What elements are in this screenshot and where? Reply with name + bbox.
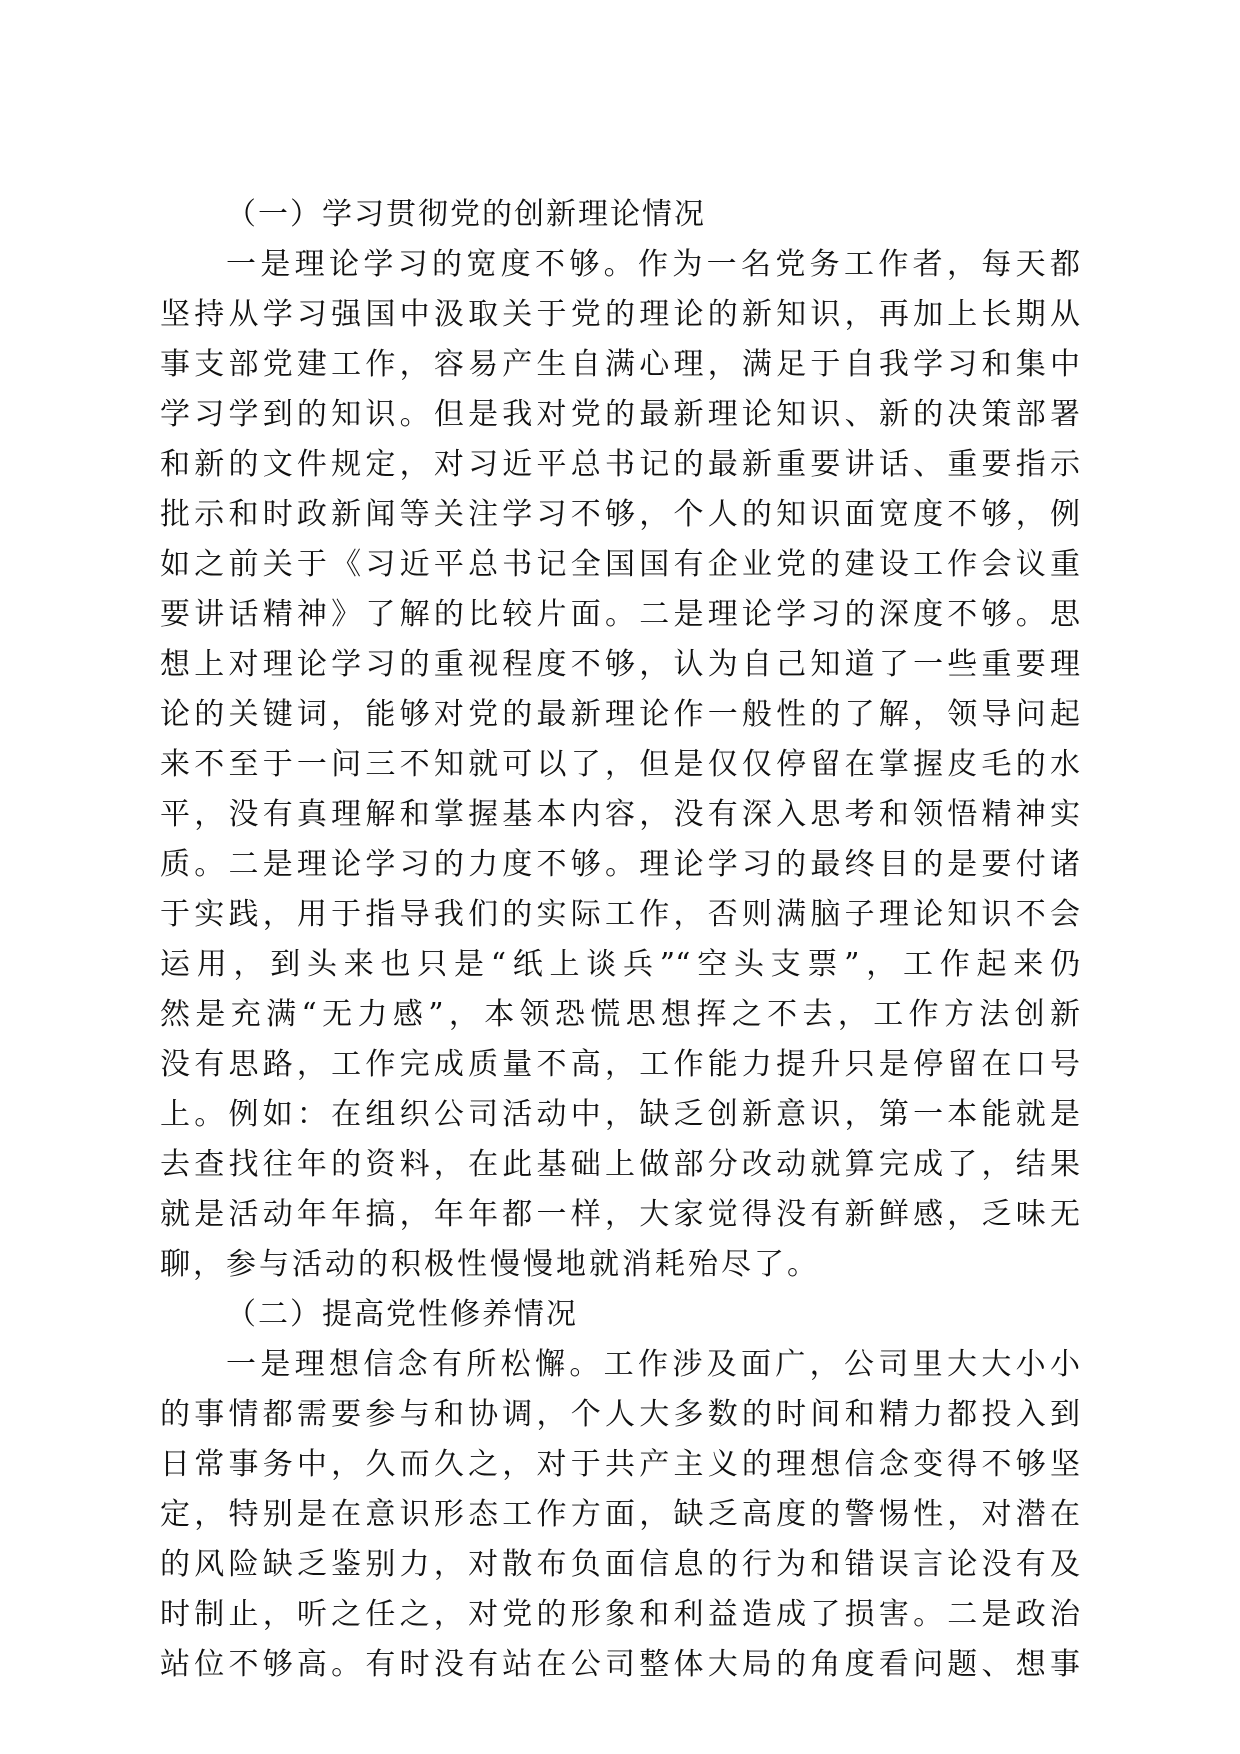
text-line: 质。二是理论学习的力度不够。理论学习的最终目的是要付诸 <box>160 847 1080 882</box>
section-1-paragraph <box>160 240 1080 1290</box>
text-line: 日常事务中，久而久之，对于共产主义的理想信念变得不够坚 <box>160 1447 1080 1482</box>
text-line: 论的关键词，能够对党的最新理论作一般性的了解，领导问起 <box>160 697 1080 732</box>
text-line: 坚持从学习强国中汲取关于党的理论的新知识，再加上长期从 <box>160 297 1080 332</box>
text-line: 学习学到的知识。但是我对党的最新理论知识、新的决策部署 <box>160 397 1080 432</box>
text-line: 一是理论学习的宽度不够。作为一名党务工作者，每天都 <box>226 247 1080 282</box>
text-line: 时制止，听之任之，对党的形象和利益造成了损害。二是政治 <box>160 1597 1080 1632</box>
text-line: 要讲话精神》了解的比较片面。二是理论学习的深度不够。思 <box>160 597 1080 632</box>
text-line: 一是理想信念有所松懈。工作涉及面广，公司里大大小小 <box>226 1347 1080 1382</box>
text-line: 事支部党建工作，容易产生自满心理，满足于自我学习和集中 <box>160 347 1080 382</box>
section-heading-2: （二）提高党性修养情况 <box>226 1297 578 1332</box>
text-line: 没有思路，工作完成质量不高，工作能力提升只是停留在口号 <box>160 1047 1080 1082</box>
text-line: 上。例如：在组织公司活动中，缺乏创新意识，第一本能就是 <box>160 1097 1080 1132</box>
text-line: 就是活动年年搞，年年都一样，大家觉得没有新鲜感，乏味无 <box>160 1197 1080 1232</box>
section-2-paragraph <box>160 1340 1080 1690</box>
text-line: 的事情都需要参与和协调，个人大多数的时间和精力都投入到 <box>160 1397 1080 1432</box>
text-line: 平，没有真理解和掌握基本内容，没有深入思考和领悟精神实 <box>160 797 1080 832</box>
text-line: 的风险缺乏鉴别力，对散布负面信息的行为和错误言论没有及 <box>160 1547 1080 1582</box>
document-page <box>160 190 1080 1690</box>
text-line: 聊，参与活动的积极性慢慢地就消耗殆尽了。 <box>160 1247 820 1282</box>
text-line: 批示和时政新闻等关注学习不够，个人的知识面宽度不够，例 <box>160 497 1080 532</box>
text-line: 想上对理论学习的重视程度不够，认为自己知道了一些重要理 <box>160 647 1080 682</box>
text-line: 和新的文件规定，对习近平总书记的最新重要讲话、重要指示 <box>160 447 1080 482</box>
text-line: 站位不够高。有时没有站在公司整体大局的角度看问题、想事 <box>160 1647 1080 1682</box>
text-line: 然是充满“无力感”，本领恐慌思想挥之不去，工作方法创新 <box>160 997 1080 1032</box>
text-line: 如之前关于《习近平总书记全国国有企业党的建设工作会议重 <box>160 547 1080 582</box>
text-line: 定，特别是在意识形态工作方面，缺乏高度的警惕性，对潜在 <box>160 1497 1080 1532</box>
text-line: 运用，到头来也只是“纸上谈兵”“空头支票”，工作起来仍 <box>160 947 1080 982</box>
text-line: 来不至于一问三不知就可以了，但是仅仅停留在掌握皮毛的水 <box>160 747 1080 782</box>
section-heading-1: （一）学习贯彻党的创新理论情况 <box>226 197 706 232</box>
text-line: 去查找往年的资料，在此基础上做部分改动就算完成了，结果 <box>160 1147 1080 1182</box>
text-line: 于实践，用于指导我们的实际工作，否则满脑子理论知识不会 <box>160 897 1080 932</box>
